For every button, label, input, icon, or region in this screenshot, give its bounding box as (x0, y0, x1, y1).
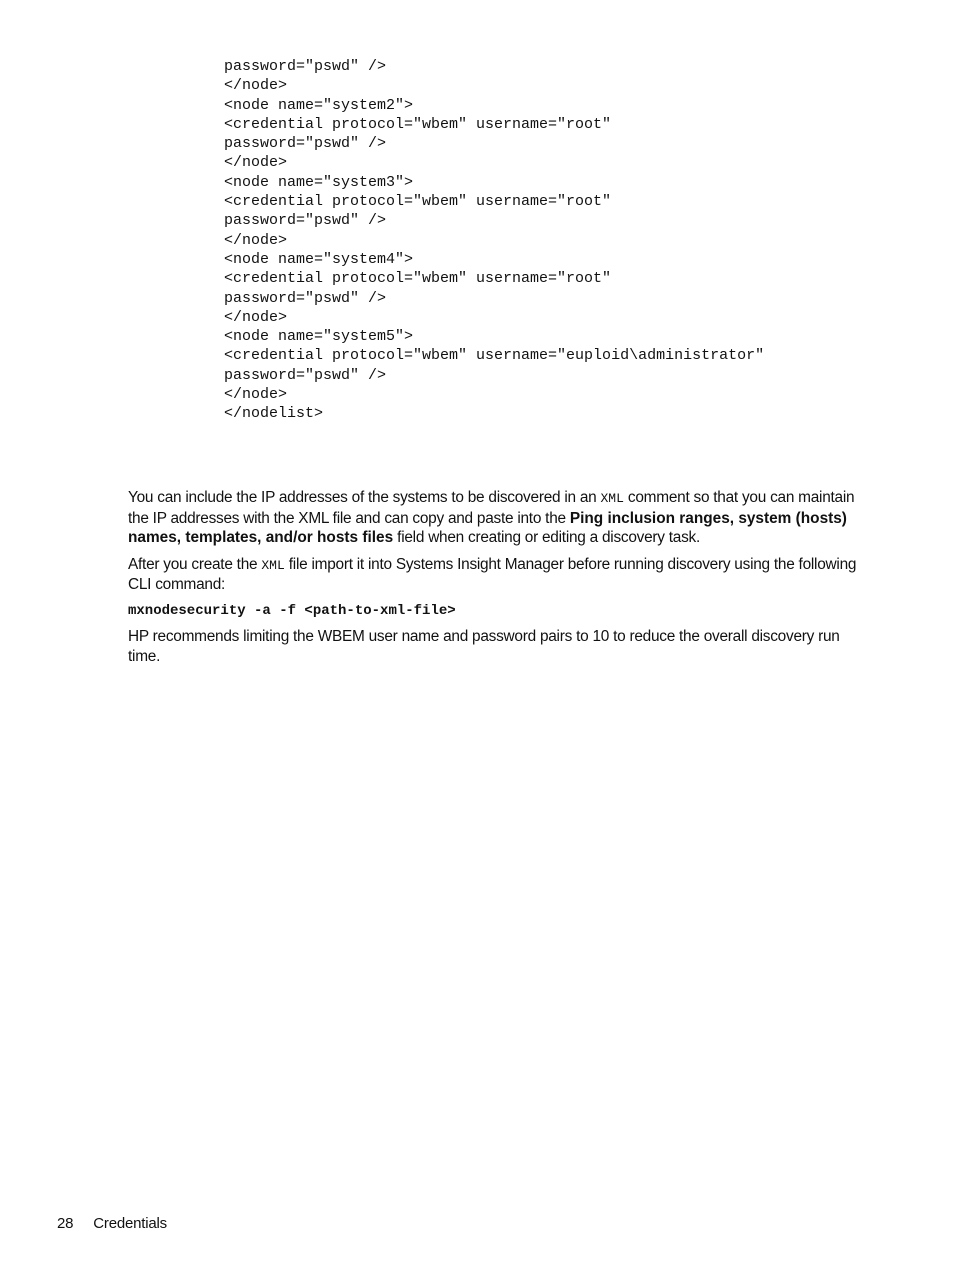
code-line: <credential protocol="wbem" username="root" (224, 270, 612, 288)
page-footer (57, 1215, 167, 1232)
paragraph-text: You can include the IP addresses of the systems to be discovered in an (128, 489, 601, 506)
code-line: </node> (224, 231, 288, 249)
code-line: <node name="system3"> (224, 173, 414, 191)
code-line: password="pswd" /> (224, 58, 387, 75)
paragraph-text: file import it into Systems Insight Manager before running discovery using the following CLI command: (128, 555, 857, 593)
paragraph-text: comment so that you can maintain the IP addresses with the XML file and can copy and paste into the (128, 489, 855, 527)
cli-command: mxnodesecurity -a -f <path-to-xml-file> (128, 602, 456, 619)
code-line: <node name="system5"> (224, 328, 414, 346)
code-line: </nodelist> (224, 405, 324, 423)
code-line: password="pswd" /> (224, 212, 387, 230)
page-number: 28 (57, 1215, 74, 1232)
paragraph-ip-addresses (128, 488, 873, 548)
code-line: <credential protocol="wbem" username="root" (224, 115, 612, 133)
footer-section-title: Credentials (93, 1215, 167, 1232)
code-line: <credential protocol="wbem" username="euploid\administrator" (224, 347, 765, 365)
inline-code-xml: XML (261, 557, 285, 573)
code-line: </node> (224, 386, 288, 404)
paragraph-text: field when creating or editing a discovery task. (393, 529, 700, 546)
code-line: </node> (224, 308, 288, 326)
xml-code-block (224, 57, 764, 424)
paragraph-recommendation (128, 627, 873, 666)
body-text (128, 488, 873, 673)
code-line: <node name="system2"> (224, 96, 414, 114)
paragraph-import-xml (128, 555, 873, 595)
paragraph-text: After you create the (128, 555, 262, 573)
code-line: <node name="system4"> (224, 250, 414, 268)
code-line: password="pswd" /> (224, 135, 387, 153)
code-line: password="pswd" /> (224, 366, 387, 384)
code-line: </node> (224, 154, 288, 172)
ui-field-name: Ping inclusion ranges, system (hosts) names, templates, and/or hosts files (128, 509, 847, 546)
inline-code-xml: XML (600, 491, 624, 506)
paragraph-text: HP recommends limiting the WBEM user name and password pairs to 10 to reduce the overall discovery run time. (128, 628, 840, 665)
code-line: <credential protocol="wbem" username="root" (224, 193, 612, 211)
code-line: password="pswd" /> (224, 289, 387, 307)
code-line: </node> (224, 77, 288, 95)
